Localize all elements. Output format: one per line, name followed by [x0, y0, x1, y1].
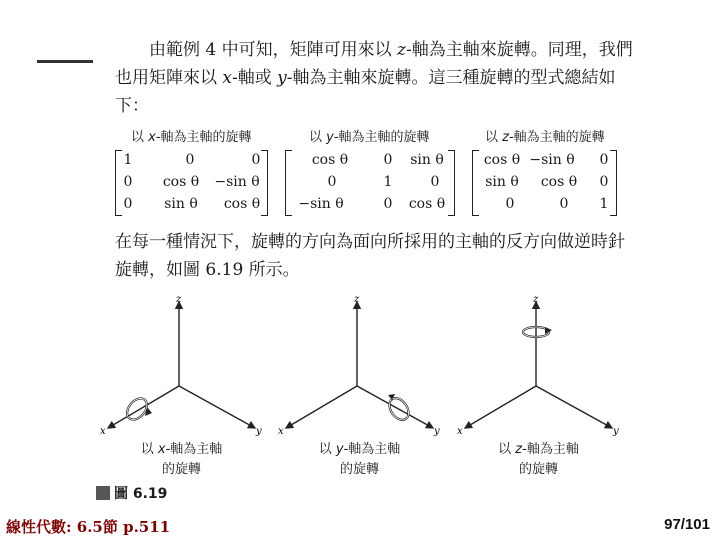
axes-diagram-y-rotation: [278, 292, 453, 442]
matrix-cell: 0: [123, 174, 133, 190]
footer-page-number: 97/101: [664, 516, 710, 533]
x-axis-label: x: [100, 426, 106, 437]
matrix-cell: 1: [123, 152, 133, 168]
z-axis-label: z: [354, 294, 360, 305]
x-axis-label: x: [278, 426, 284, 437]
matrix-cell: sin θ: [164, 196, 198, 212]
matrix-cell: cos θ: [311, 152, 349, 168]
x-axis-line: [286, 386, 357, 428]
matrix-cell: 0: [559, 196, 569, 212]
matrix-cell: cos θ: [223, 196, 261, 212]
matrix-cell: cos θ: [540, 174, 578, 190]
x-axis-line: [108, 386, 179, 428]
rotation-arrow-icon: [523, 327, 552, 337]
matrix-cell: sin θ: [485, 174, 519, 190]
matrix-cell: sin θ: [410, 152, 444, 168]
paragraph-line-2: 也用矩陣來以 x-軸或 y-軸為主軸來旋轉。這三種旋轉的型式總結如: [115, 68, 616, 88]
matrix-cell: 0: [430, 174, 440, 190]
paragraph-line-1: 由範例 4 中可知，矩陣可用來以 z-軸為主軸來旋轉。同理，我們: [149, 40, 633, 60]
y-axis-label: y: [434, 426, 440, 437]
paragraph-line-5: 旋轉，如圖 6.19 所示。: [115, 260, 300, 280]
paragraph-line-3: 下：: [115, 96, 149, 116]
matrix-cell: cos θ: [408, 196, 446, 212]
y-axis-line: [357, 386, 433, 428]
y-axis-line: [536, 386, 612, 428]
matrix-cell: −sin θ: [214, 174, 260, 190]
figure-label: 圖 6.19: [96, 483, 167, 503]
axes-diagram-x-rotation: [100, 292, 275, 442]
matrix-cell: −sin θ: [529, 152, 575, 168]
matrix-cell: 0: [599, 152, 609, 168]
matrix-cell: 0: [251, 152, 261, 168]
matrix-cell: 0: [505, 196, 515, 212]
rotation-matrix-z: [472, 150, 617, 214]
rotation-matrix-y: [285, 150, 455, 214]
z-axis-label: z: [533, 294, 539, 305]
matrix-cell: 1: [599, 196, 609, 212]
decorative-rule: [37, 60, 93, 63]
paragraph-line-4: 在每一種情況下，旋轉的方向為面向所採用的主軸的反方向做逆時針: [115, 232, 625, 252]
rotation-arrow-icon: [123, 395, 152, 424]
axes-diagram-z-rotation: [457, 292, 632, 442]
matrix-cell: 0: [185, 152, 195, 168]
diagram-caption-x: 以 x-軸為主軸 的旋轉: [140, 442, 223, 477]
matrix-cell: 0: [383, 152, 393, 168]
matrix-header-z: 以 z-軸為主軸的旋轉: [485, 130, 605, 145]
matrix-cell: 0: [383, 196, 393, 212]
matrix-cell: −sin θ: [298, 196, 344, 212]
figure-marker-icon: [96, 486, 110, 500]
z-axis-label: z: [176, 294, 182, 305]
matrix-cell: cos θ: [162, 174, 200, 190]
x-axis-line: [465, 386, 536, 428]
y-axis-line: [179, 386, 255, 428]
x-axis-label: x: [457, 426, 463, 437]
y-axis-label: y: [613, 426, 619, 437]
rotation-matrix-x: [115, 150, 268, 214]
matrix-cell: 1: [383, 174, 393, 190]
matrix-cell: 0: [327, 174, 337, 190]
matrix-cell: cos θ: [483, 152, 521, 168]
diagram-caption-y: 以 y-軸為主軸 的旋轉: [318, 442, 401, 477]
diagram-caption-z: 以 z-軸為主軸 的旋轉: [498, 442, 579, 477]
matrix-cell: 0: [599, 174, 609, 190]
matrix-cell: 0: [123, 196, 133, 212]
y-axis-label: y: [256, 426, 262, 437]
footer-course-reference: 線性代數: 6.5節 p.511: [6, 518, 171, 536]
matrix-header-y: 以 y-軸為主軸的旋轉: [309, 130, 430, 145]
matrix-header-x: 以 x-軸為主軸的旋轉: [131, 130, 252, 145]
